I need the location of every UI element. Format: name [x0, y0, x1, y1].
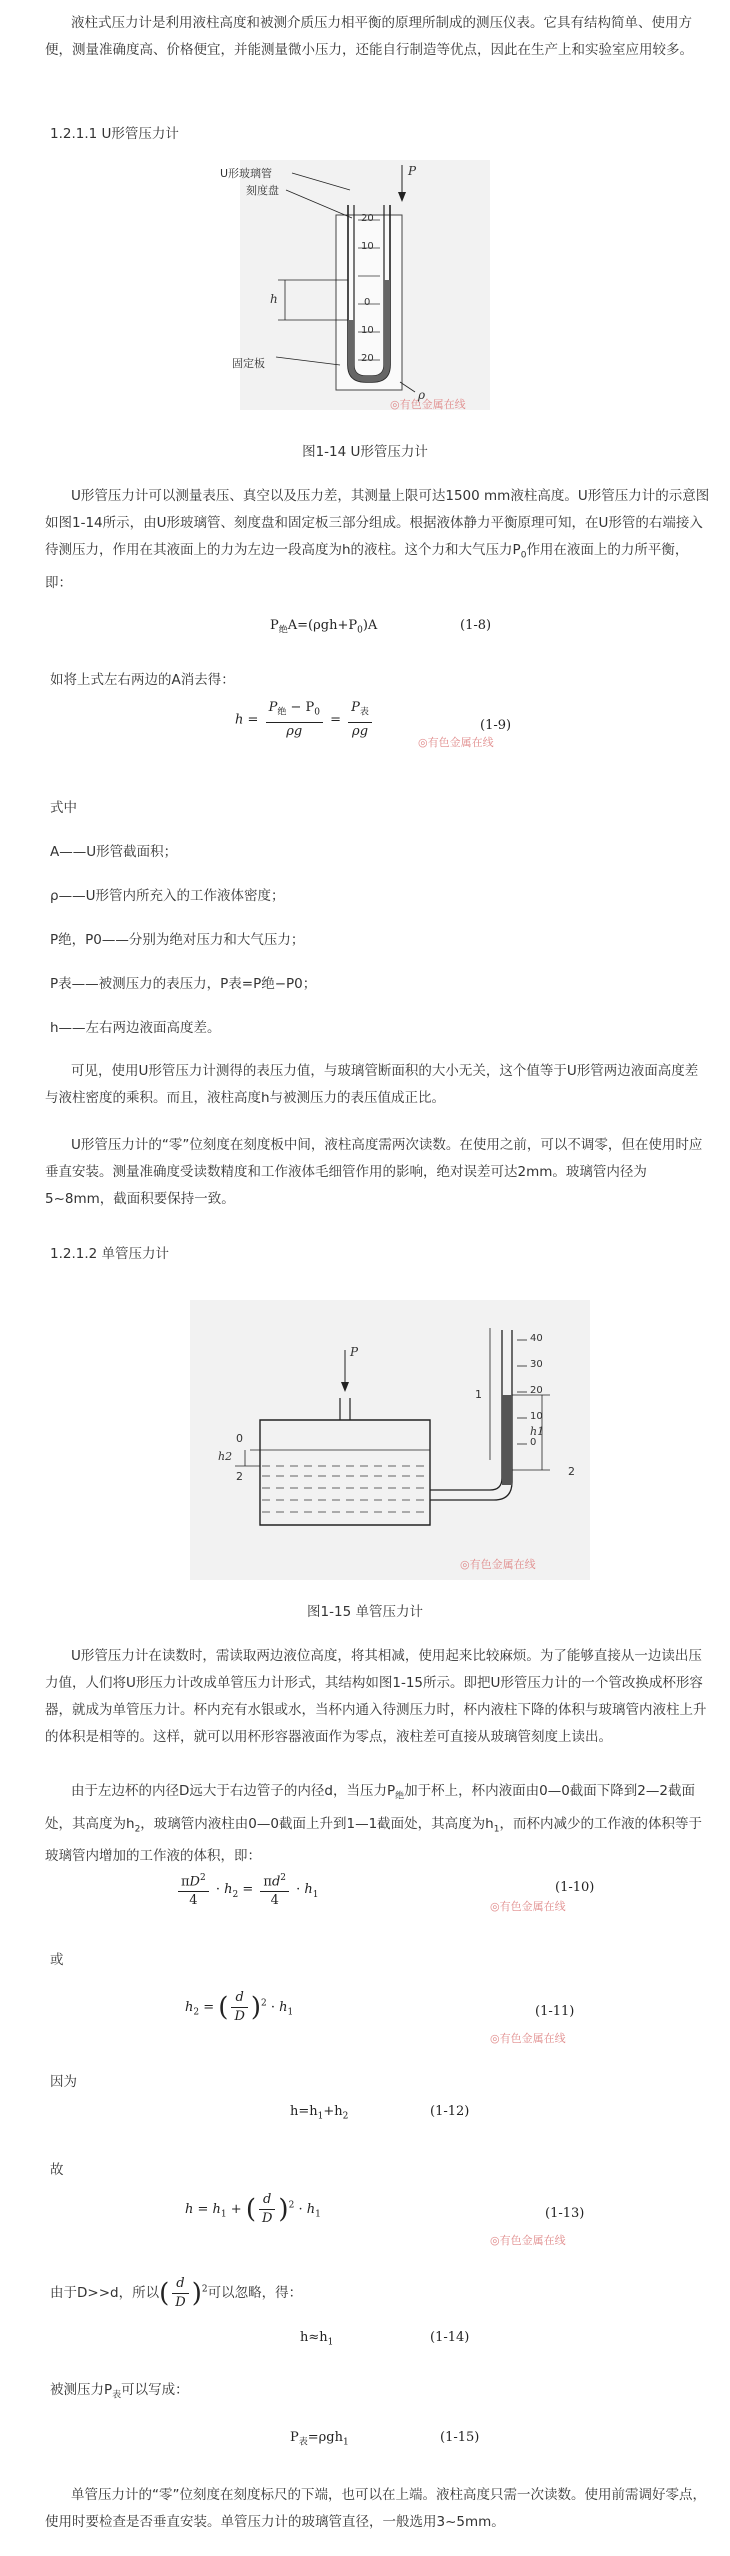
watermark-text: 有色金属在线: [399, 398, 466, 411]
equation-number: (1-11): [535, 2004, 575, 2019]
label-pressure-p: P: [350, 1345, 359, 1359]
paragraph-single-tube-usage: 单管压力计的“零”位刻度在刻度标尺的下端，也可以在上端。液柱高度只需一次读数。使用前需调好零点，使用时要检查是否垂直安装。单管压力计的玻璃管直径，一般选用3~5mm。: [45, 2487, 706, 2530]
figure-caption-1-14: 图1-14 U形管压力计: [302, 444, 428, 460]
equation-1-15: $P_表=\rho gh_1$: [290, 2430, 349, 2448]
watermark: [490, 2030, 566, 2046]
watermark: [390, 396, 466, 412]
watermark-icon: ◎: [490, 2234, 500, 2247]
watermark: [460, 1556, 536, 1572]
definition-item: P绝，P0——分别为绝对压力和大气压力；: [50, 932, 305, 948]
equation-number: (1-13): [545, 2206, 585, 2221]
equation-1-8: $P_绝A=(\rho gh+P_0)A$: [270, 618, 378, 636]
tick-label: 20: [361, 213, 374, 224]
tick-label: 0: [530, 1437, 537, 1448]
section-heading-u-tube: 1.2.1.1 U形管压力计: [50, 126, 179, 142]
intro-paragraph: 液柱式压力计是利用液柱高度和被测介质压力相平衡的原理所制成的测压仪表。它具有结构简单、使用方便，测量准确度高、价格便宜，并能测量微小压力，还能自行制造等优点，因此在生产上和实验室应用较多。: [45, 15, 693, 58]
equation-number: (1-10): [555, 1880, 595, 1895]
text-because: 因为: [50, 2074, 77, 2090]
text-or: 或: [50, 1952, 64, 1968]
definition-item: P表——被测压力的表压力，P表=P绝−P0；: [50, 976, 317, 992]
figure-single-tube-manometer: [190, 1300, 590, 1580]
definition-item: A——U形管截面积；: [50, 844, 178, 860]
watermark-icon: ◎: [418, 736, 428, 749]
paragraph-u-tube-principle: U形管压力计可以测量表压、真空以及压力差，其测量上限可达1500 mm液柱高度。U形管压力计的示意图如图1-14所示，由U形玻璃管、刻度盘和固定板三部分组成。根据液体静力平衡原理可知，在U形管的右端接入待测压力，作用在其液面上的力为左边一段高度为h的液柱。这个力和大气压力$P_0$作用在液面上的力所平衡，即：: [45, 488, 710, 591]
label-section-2-left: 2: [236, 1470, 243, 1483]
tick-label: 20: [530, 1385, 543, 1396]
section-heading-single-tube: 1.2.1.2 单管压力计: [50, 1246, 170, 1262]
tick-label: 0: [364, 297, 371, 308]
watermark-text: 有色金属在线: [427, 736, 494, 749]
paragraph-conclusion: 可见，使用U形管压力计测得的表压力值，与玻璃管断面积的大小无关，这个值等于U形管两边液面高度差与液柱密度的乘积。而且，液柱高度h与被测压力的表压值成正比。: [45, 1063, 699, 1106]
tick-label: 30: [530, 1359, 543, 1370]
equation-number: (1-8): [460, 618, 492, 633]
watermark: [490, 2232, 566, 2248]
watermark-icon: ◎: [490, 1900, 500, 1913]
equation-1-13: $h = h_1$ + ( $\frac{d}{D}$ )$^2 \cdot h_1$: [185, 2192, 321, 2226]
label-pressure-p: P: [408, 164, 417, 178]
label-fixed-board: 固定板: [232, 357, 265, 370]
equation-1-14: $h\approx h_1$: [300, 2330, 334, 2348]
text-where: 式中: [50, 800, 77, 816]
figure-u-tube-manometer: [220, 160, 490, 411]
label-section-0: 0: [236, 1432, 243, 1445]
tick-label: 20: [361, 353, 374, 364]
watermark-text: 有色金属在线: [499, 1900, 566, 1913]
equation-1-12: $h=h_1+h_2$: [290, 2104, 349, 2122]
definition-item: h——左右两边液面高度差。: [50, 1020, 221, 1036]
equation-number: (1-14): [430, 2330, 470, 2345]
text-since: 由于D>>d，所以( $\frac{d}{D}$ )$^2$可以忽略，得：: [50, 2276, 303, 2310]
watermark-text: 有色金属在线: [499, 2032, 566, 2045]
label-section-2-right: 2: [568, 1465, 575, 1478]
paragraph-single-tube-structure: U形管压力计在读数时，需读取两边液位高度，将其相减，使用起来比较麻烦。为了能够直接从一边读出压力值，人们将U形压力计改成单管压力计形式，其结构如图1-15所示。即把U形管压力计的一个管改换成杯形容器，就成为单管压力计。杯内充有水银或水，当杯内通入待测压力时，杯内液柱下降的体积与玻璃管内液柱上升的体积是相等的。这样，就可以用杯形容器液面作为零点，液柱差可直接从玻璃管刻度上读出。: [45, 1648, 707, 1745]
equation-1-9: h = $\frac{P_绝 - P_0}{\rho g}$ = $\frac{P_表}{\rho g}$: [235, 700, 375, 740]
watermark-text: 有色金属在线: [469, 1558, 536, 1571]
text-therefore: 故: [50, 2162, 64, 2178]
text-cancel-a: 如将上式左右两边的A消去得：: [50, 672, 235, 688]
label-section-1: 1: [475, 1388, 482, 1401]
label-rho: ρ: [418, 388, 426, 402]
label-h1: h1: [530, 1425, 545, 1438]
equation-number: (1-12): [430, 2104, 470, 2119]
watermark-icon: ◎: [390, 398, 400, 411]
label-h: h: [270, 292, 278, 306]
equation-1-10: $\frac{\pi D^2}{4}$ · $h_2$ = $\frac{\pi d^2}{4}$ · $h_1$: [175, 1870, 319, 1909]
paragraph-volume-balance: 由于左边杯的内径D远大于右边管子的内径d，当压力$P_绝$加于杯上，杯内液面由0—0截面下降到2—2截面处，其高度为$h_2$，玻璃管内液柱由0—0截面上升到1—1截面处，其高度为$h_1$，而杯内减少的工作液的体积等于玻璃管内增加的工作液的体积，即：: [45, 1783, 702, 1865]
equation-number: (1-9): [480, 718, 512, 733]
text-pressure-written: 被测压力$P_表$可以写成：: [50, 2382, 189, 2401]
tick-label: 10: [530, 1411, 543, 1422]
paragraph-zero-position: U形管压力计的“零”位刻度在刻度板中间，液柱高度需两次读数。在使用之前，可以不调零，但在使用时应垂直安装。测量准确度受读数精度和工作液体毛细管作用的影响，绝对误差可达2mm。玻璃管内径为5~8mm，截面积要保持一致。: [45, 1137, 703, 1207]
label-scale: 刻度盘: [246, 184, 279, 197]
tick-label: 40: [530, 1333, 543, 1344]
watermark-icon: ◎: [490, 2032, 500, 2045]
tick-label: 10: [361, 241, 374, 252]
watermark: [490, 1898, 566, 1914]
tick-label: 10: [361, 325, 374, 336]
watermark-text: 有色金属在线: [499, 2234, 566, 2247]
label-u-tube: U形玻璃管: [220, 167, 273, 180]
watermark: [418, 734, 494, 750]
label-h2: h2: [218, 1450, 233, 1463]
equation-number: (1-15): [440, 2430, 480, 2445]
figure-caption-1-15: 图1-15 单管压力计: [307, 1604, 423, 1620]
watermark-icon: ◎: [460, 1558, 470, 1571]
equation-1-11: $h_2$ = ( $\frac{d}{D}$ )$^2 \cdot h_1$: [185, 1990, 294, 2024]
definition-item: ρ——U形管内所充入的工作液体密度；: [50, 888, 285, 904]
